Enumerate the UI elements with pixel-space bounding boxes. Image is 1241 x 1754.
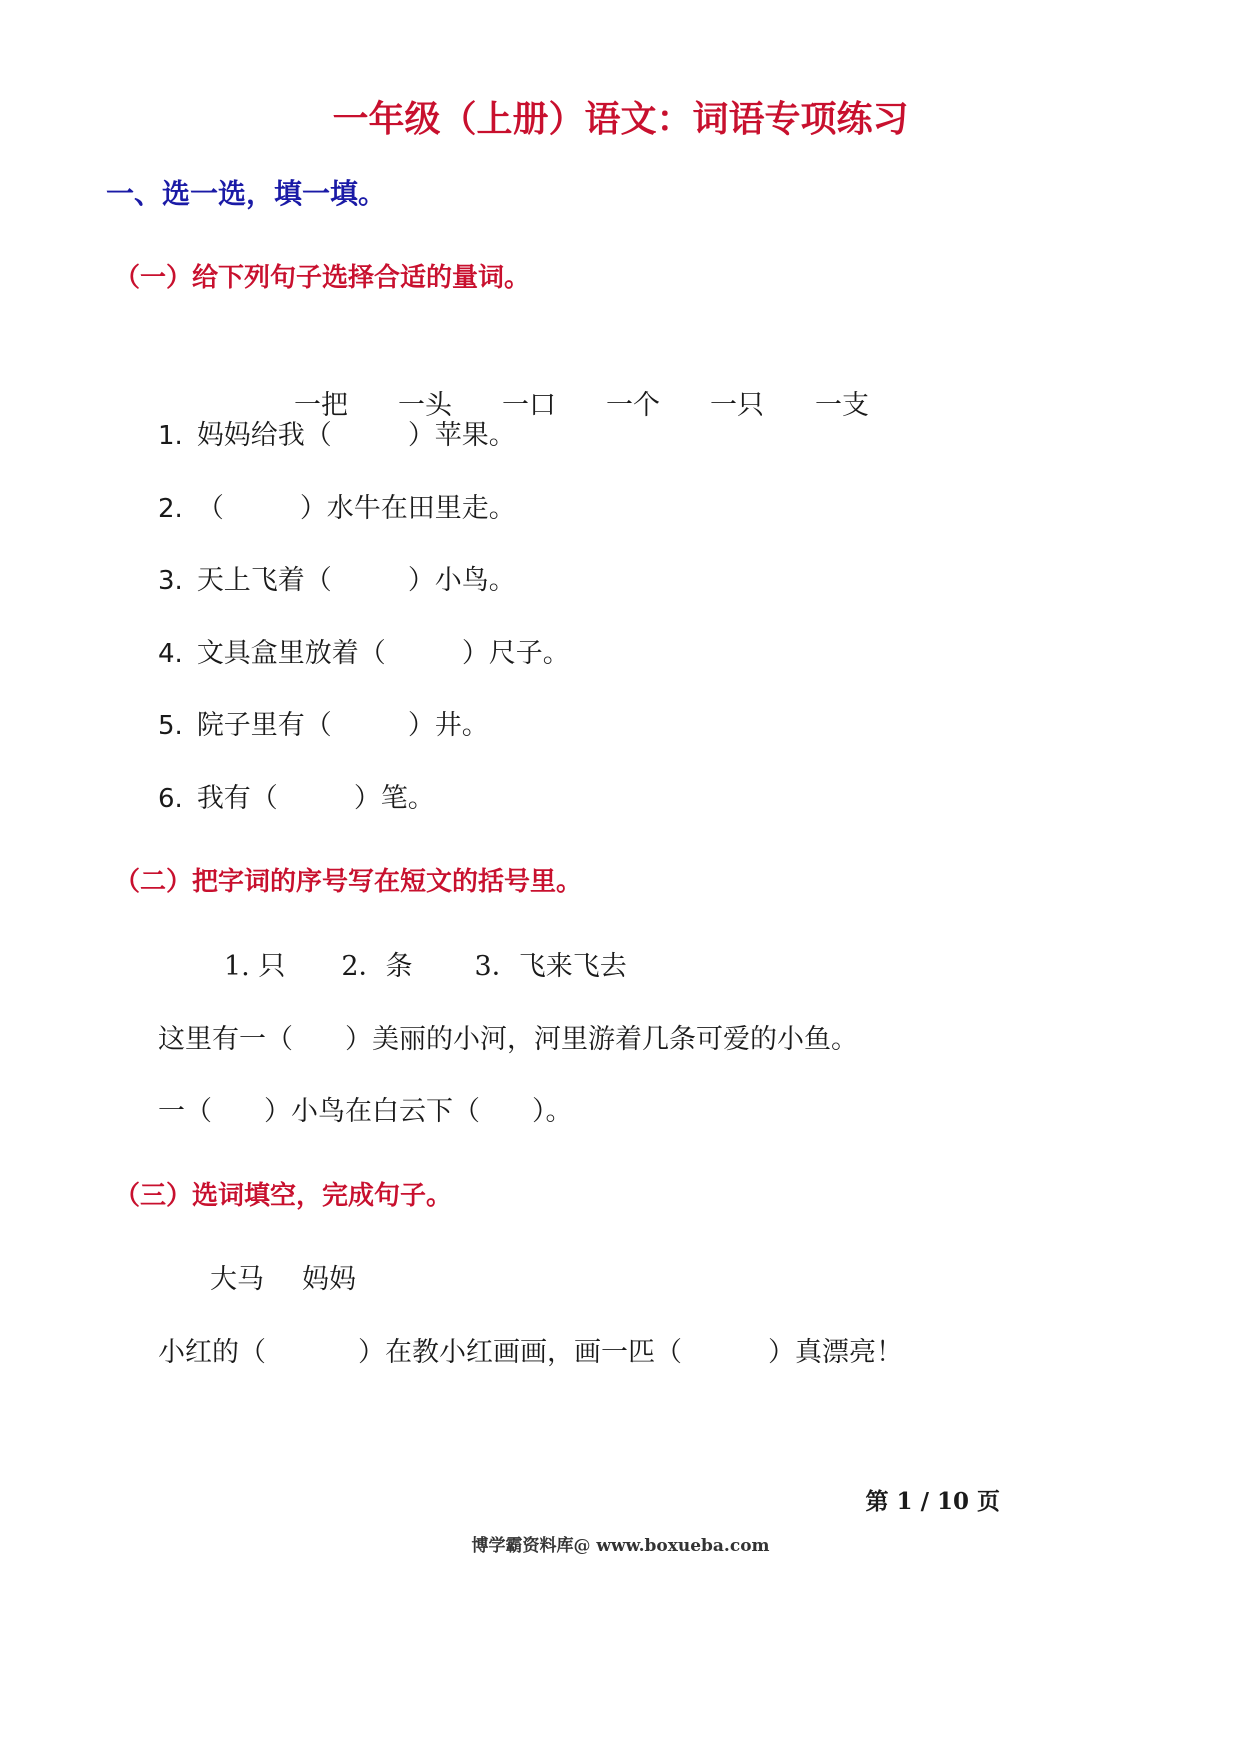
passage-text: ）小鸟在白云下（	[264, 1096, 480, 1127]
item-text-before: 院子里有（	[196, 710, 332, 741]
item-text-before: 文具盒里放着（	[196, 638, 386, 669]
passage-text: ）真漂亮！	[768, 1337, 903, 1368]
item-text-before: 我有（	[196, 783, 278, 814]
option-word: 大马	[210, 1264, 264, 1295]
option-word: 2．条	[341, 951, 413, 982]
item-text-after: ）小鸟。	[407, 565, 516, 596]
option-word: 一支	[815, 390, 869, 421]
exercise-item	[158, 785, 435, 812]
exercise-item	[158, 640, 570, 667]
item-text-before: （	[196, 493, 224, 524]
page-title: 一年级（上册）语文：词语专项练习	[332, 98, 909, 140]
item-number: 5.	[158, 711, 183, 741]
item-number: 2.	[158, 494, 183, 524]
part2-heading: （二）把字词的序号写在短文的括号里。	[114, 867, 583, 897]
option-word: 1. 只	[224, 951, 286, 982]
option-word: 一个	[606, 390, 660, 421]
item-text-after: ）井。	[407, 710, 489, 741]
item-number: 6.	[158, 784, 183, 814]
watermark: 博学霸资料库@ www.boxueba.com	[471, 1536, 770, 1556]
passage-text: ）美丽的小河，河里游着几条可爱的小鱼。	[345, 1024, 858, 1055]
passage-text: 小红的（	[158, 1337, 266, 1368]
option-word: 一只	[710, 390, 764, 421]
item-text-before: 妈妈给我（	[196, 420, 332, 451]
passage-text: 这里有一（	[158, 1024, 293, 1055]
option-word: 3．飞来飞去	[474, 951, 627, 982]
page-number: 第 1 / 10 页	[865, 1488, 1000, 1515]
part3-options	[210, 1266, 356, 1293]
item-number: 4.	[158, 639, 183, 669]
exercise-item	[158, 422, 516, 449]
option-word: 一把	[294, 390, 348, 421]
item-text-after: ）水牛在田里走。	[299, 493, 516, 524]
passage-text: 一（	[158, 1096, 212, 1127]
part2-options	[224, 953, 627, 980]
item-number: 3.	[158, 566, 183, 596]
passage-line	[158, 1339, 903, 1366]
option-word: 妈妈	[302, 1264, 356, 1295]
item-text-after: ）尺子。	[461, 638, 570, 669]
item-text-before: 天上飞着（	[196, 565, 332, 596]
option-word: 一口	[502, 390, 556, 421]
item-text-after: ）苹果。	[407, 420, 516, 451]
item-number: 1.	[158, 421, 183, 451]
exercise-item	[158, 712, 489, 739]
passage-text: ）在教小红画画，画一匹（	[358, 1337, 682, 1368]
part1-heading: （一）给下列句子选择合适的量词。	[114, 263, 531, 293]
passage-text: ）。	[532, 1096, 573, 1127]
option-word: 一头	[398, 390, 452, 421]
section-heading: 一、选一选，填一填。	[106, 177, 387, 210]
exercise-item	[158, 495, 516, 522]
exercise-item	[158, 567, 516, 594]
passage-line	[158, 1098, 573, 1125]
part3-heading: （三）选词填空，完成句子。	[114, 1181, 453, 1211]
passage-line	[158, 1026, 858, 1053]
item-text-after: ）笔。	[353, 783, 435, 814]
